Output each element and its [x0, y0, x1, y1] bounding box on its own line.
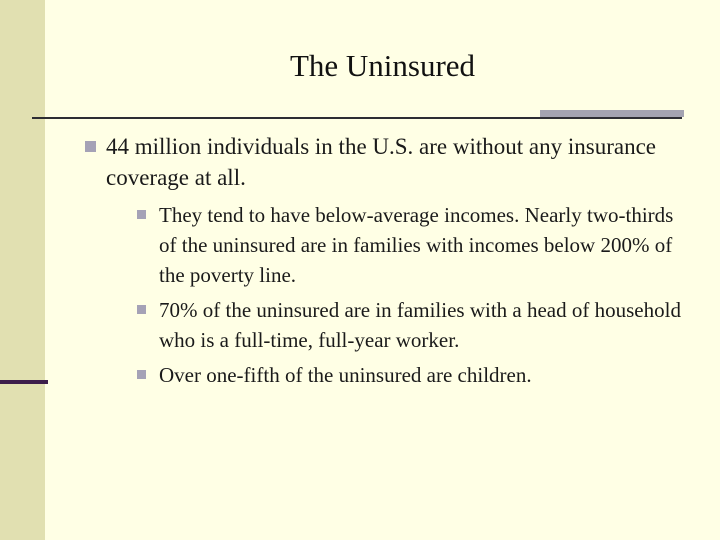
slide-title: The Uninsured — [289, 48, 476, 83]
bullet-list — [85, 131, 695, 395]
sub-bullet-text: 70% of the uninsured are in families with a head of household who is a full-time, full-year worker. — [159, 298, 681, 352]
square-bullet-icon — [137, 370, 146, 379]
sub-bullet-text: Over one-fifth of the uninsured are children. — [159, 363, 532, 387]
square-bullet-icon — [137, 210, 146, 219]
square-bullet-icon — [137, 305, 146, 314]
title-divider — [32, 117, 682, 119]
sub-bullet-item — [137, 360, 695, 390]
sub-bullet-item — [137, 295, 695, 355]
left-decor-band — [0, 0, 45, 540]
sub-bullet-list — [106, 200, 695, 390]
sub-bullet-text: They tend to have below-average incomes. Nearly two-thirds of the uninsured are in families with incomes below 200% of the poverty line. — [159, 203, 674, 287]
bullet-item — [85, 131, 695, 390]
left-decor-mark — [0, 380, 48, 384]
title-divider-accent — [540, 110, 684, 117]
sub-bullet-item — [137, 200, 695, 290]
bullet-text: 44 million individuals in the U.S. are without any insurance coverage at all. — [106, 134, 657, 190]
square-bullet-icon — [85, 141, 96, 152]
